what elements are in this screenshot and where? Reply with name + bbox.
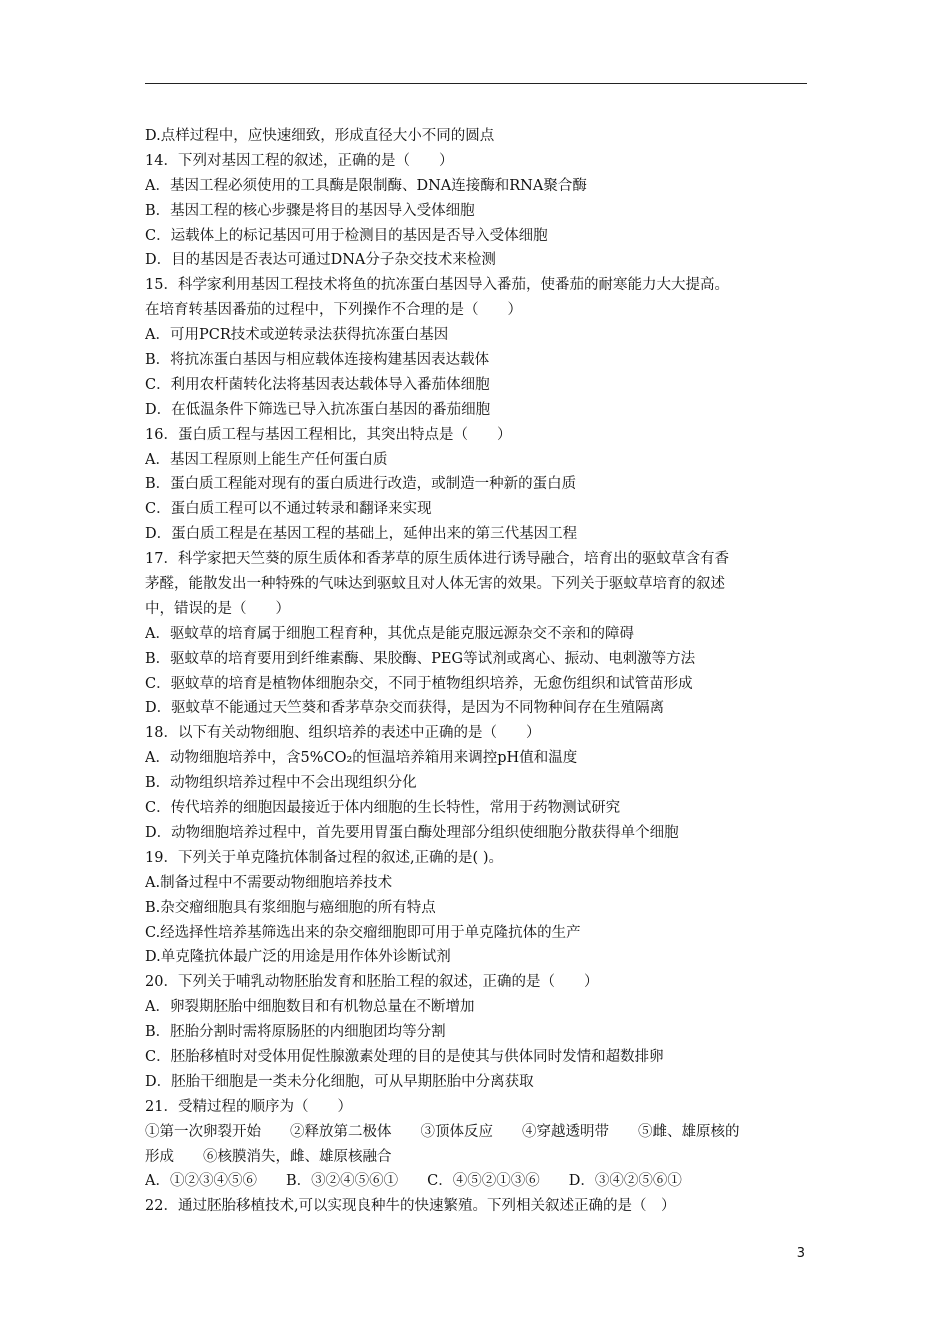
text-line: D．驱蚊草不能通过天竺葵和香茅草杂交而获得，是因为不同物种间存在生殖隔离	[145, 700, 665, 717]
text-line: 中，错误的是（ ）	[145, 600, 290, 617]
text-line: B．驱蚊草的培育要用到纤维素酶、果胶酶、PEG等试剂或离心、振动、电刺激等方法	[145, 650, 696, 667]
text-line: C．蛋白质工程可以不通过转录和翻译来实现	[145, 501, 432, 518]
text-line: ①第一次卵裂开始 ②释放第二极体 ③顶体反应 ④穿越透明带 ⑤雌、雄原核的	[145, 1123, 740, 1140]
text-line: C．利用农杆菌转化法将基因表达载体导入番茄体细胞	[145, 376, 490, 393]
text-line: 16．蛋白质工程与基因工程相比，其突出特点是（ ）	[145, 426, 512, 443]
text-line: 22．通过胚胎移植技术,可以实现良种牛的快速繁殖。下列相关叙述正确的是（ ）	[145, 1198, 676, 1215]
text-line: 20．下列关于哺乳动物胚胎发育和胚胎工程的叙述，正确的是（ ）	[145, 974, 599, 991]
text-line: 在培育转基因番茄的过程中，下列操作不合理的是（ ）	[145, 302, 522, 319]
text-line: 17．科学家把天竺葵的原生质体和香茅草的原生质体进行诱导融合，培育出的驱蚊草含有香	[145, 551, 729, 568]
text-line: C．胚胎移植时对受体用促性腺激素处理的目的是使其与供体同时发情和超数排卵	[145, 1048, 664, 1065]
text-line: 18．以下有关动物细胞、组织培养的表述中正确的是（ ）	[145, 725, 541, 742]
text-line: A．①②③④⑤⑥ B．③②④⑤⑥① C．④⑤②①③⑥ D．③④②⑤⑥①	[145, 1173, 682, 1190]
text-line: D．在低温条件下筛选已导入抗冻蛋白基因的番茄细胞	[145, 401, 491, 418]
text-line: 21．受精过程的顺序为（ ）	[145, 1098, 352, 1115]
text-line: 14．下列对基因工程的叙述，正确的是（ ）	[145, 152, 454, 169]
text-line: D．胚胎干细胞是一类未分化细胞，可从早期胚胎中分离获取	[145, 1073, 534, 1090]
text-line: A．卵裂期胚胎中细胞数目和有机物总量在不断增加	[145, 999, 475, 1016]
text-line: D．动物细胞培养过程中，首先要用胃蛋白酶处理部分组织使细胞分散获得单个细胞	[145, 824, 679, 841]
text-line: B.杂交瘤细胞具有浆细胞与癌细胞的所有特点	[145, 899, 436, 916]
header-rule	[145, 83, 807, 84]
text-line: A．基因工程原则上能生产任何蛋白质	[145, 451, 388, 468]
text-line: D.单克隆抗体最广泛的用途是用作体外诊断试剂	[145, 949, 451, 966]
text-line: A．可用PCR技术或逆转录法获得抗冻蛋白基因	[145, 327, 449, 344]
text-line: A.制备过程中不需要动物细胞培养技术	[145, 874, 393, 891]
page-number: 3	[796, 1246, 805, 1261]
text-line: B．胚胎分割时需将原肠胚的内细胞团均等分割	[145, 1024, 446, 1041]
text-line: B．蛋白质工程能对现有的蛋白质进行改造，或制造一种新的蛋白质	[145, 476, 577, 493]
text-line: A．基因工程必须使用的工具酶是限制酶、DNA连接酶和RNA聚合酶	[145, 177, 587, 194]
text-line: D．蛋白质工程是在基因工程的基础上，延伸出来的第三代基因工程	[145, 526, 578, 543]
text-line: D．目的基因是否表达可通过DNA分子杂交技术来检测	[145, 252, 496, 269]
text-line: 19．下列关于单克隆抗体制备过程的叙述,正确的是( )。	[145, 849, 503, 866]
document-body	[145, 124, 807, 1219]
text-line: C．运载体上的标记基因可用于检测目的基因是否导入受体细胞	[145, 227, 548, 244]
text-line: 茅醛，能散发出一种特殊的气味达到驱蚊且对人体无害的效果。下列关于驱蚊草培育的叙述	[145, 576, 725, 593]
text-line: B．动物组织培养过程中不会出现组织分化	[145, 775, 417, 792]
text-line: A．驱蚊草的培育属于细胞工程育种，其优点是能克服远源杂交不亲和的障碍	[145, 625, 634, 642]
text-line: A．动物细胞培养中，含5%CO₂的恒温培养箱用来调控pH值和温度	[145, 750, 578, 767]
text-line: 形成 ⑥核膜消失，雌、雄原核融合	[145, 1148, 392, 1165]
text-line: D.点样过程中，应快速细致，形成直径大小不同的圆点	[145, 128, 495, 144]
text-line: C．传代培养的细胞因最接近于体内细胞的生长特性，常用于药物测试研究	[145, 800, 621, 817]
text-line: C．驱蚊草的培育是植物体细胞杂交，不同于植物组织培养，无愈伤组织和试管苗形成	[145, 675, 693, 692]
text-line: B．基因工程的核心步骤是将目的基因导入受体细胞	[145, 202, 475, 219]
text-line: B．将抗冻蛋白基因与相应载体连接构建基因表达载体	[145, 352, 490, 369]
text-line: C.经选择性培养基筛选出来的杂交瘤细胞即可用于单克隆抗体的生产	[145, 924, 581, 941]
text-line: 15．科学家利用基因工程技术将鱼的抗冻蛋白基因导入番茄，使番茄的耐寒能力大大提高。	[145, 277, 729, 294]
